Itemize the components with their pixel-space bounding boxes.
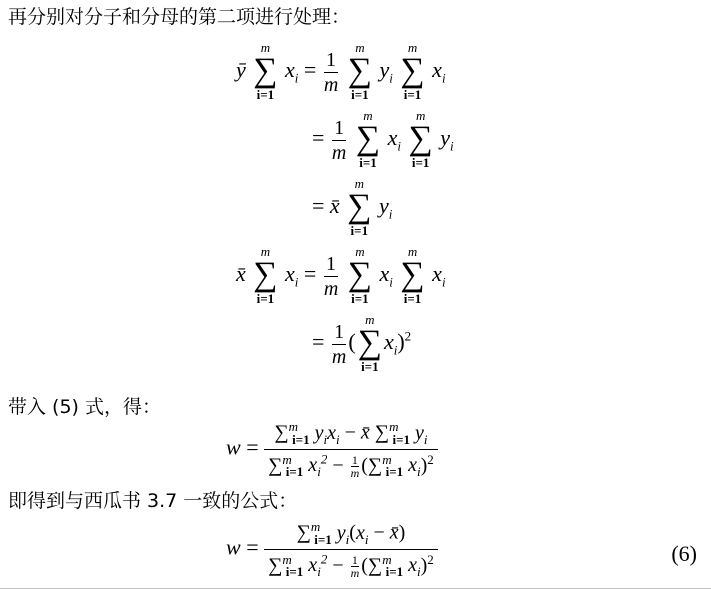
equation-w-intermediate: w = ∑$^m_{i=1}$ $y_ix_i$ − x̄ ∑$^m_{i=1}$ $y_i$ ∑$^m_{i=1}$ $x_i^2$ − $\frac{1}{m}$ (∑$^m_{i=1}$ $x_i)^2$ [226,420,438,479]
paragraph-line-1: 再分别对分子和分母的第二项进行处理： [8,6,351,28]
equation-xbar-2: = $\frac{1}{m}$ ( m ∑ i=1 $x_i)^2$ [312,312,412,374]
paragraph-line-3: 即得到与西瓜书 3.7 一致的公式： [8,490,298,512]
equation-xbar-1: x̄ m ∑ i=1 $x_i$ = $\frac{1}{m}$ m ∑ i=1 $x_i$ m ∑ i=1 $x_i$ [236,244,446,306]
equation-ybar-3: = x̄ m ∑ i=1 $y_i$ [312,176,393,238]
equation-ybar-2: = $\frac{1}{m}$ m ∑ i=1 $x_i$ m ∑ i=1 $y_i$ [312,108,454,170]
paragraph-line-2: 带入 (5) 式，得： [8,396,161,418]
equation-number: (6) [671,541,697,566]
equation-w-final: w = ∑$^m_{i=1}$ $y_i(x_i$ − x̄) ∑$^m_{i=1}$ $x_i^2$ − $\frac{1}{m}$ (∑$^m_{i=1}$ $x_i)^2$ [226,520,438,579]
